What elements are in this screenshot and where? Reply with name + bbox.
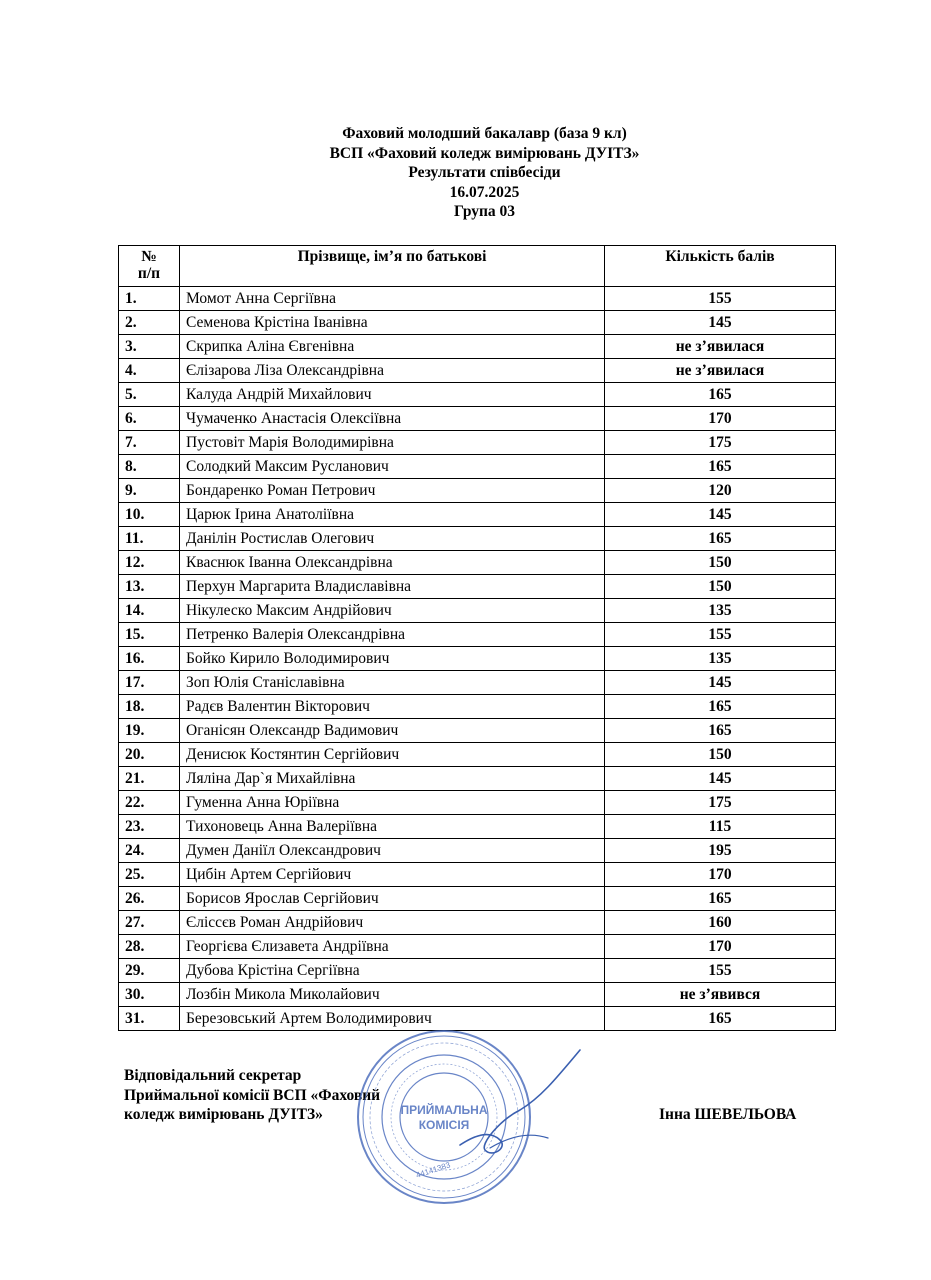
- signatory-position: [124, 1066, 380, 1125]
- student-name: Радєв Валентин Вікторович: [180, 695, 605, 719]
- student-name: Ляліна Дар`я Михайлівна: [180, 767, 605, 791]
- score-value: 175: [605, 431, 836, 455]
- table-row: [119, 911, 836, 935]
- score-value: 145: [605, 767, 836, 791]
- row-number: 4.: [119, 359, 180, 383]
- score-value: 165: [605, 527, 836, 551]
- score-value: 115: [605, 815, 836, 839]
- row-number: 22.: [119, 791, 180, 815]
- table-row: [119, 623, 836, 647]
- table-row: [119, 599, 836, 623]
- row-number: 28.: [119, 935, 180, 959]
- table-body: [119, 287, 836, 1031]
- table-row: [119, 695, 836, 719]
- column-header-number-line1: №: [141, 248, 157, 265]
- score-value: 150: [605, 551, 836, 575]
- score-value: не з’явився: [605, 983, 836, 1007]
- student-name: Царюк Ірина Анатоліївна: [180, 503, 605, 527]
- position-line: Відповідальний секретар: [124, 1067, 302, 1084]
- table-row: [119, 743, 836, 767]
- row-number: 2.: [119, 311, 180, 335]
- column-header-number-line2: п/п: [137, 265, 161, 282]
- header-line-institution: ВСП «Фаховий коледж вимірювань ДУІТЗ»: [329, 144, 640, 162]
- document-header: [0, 124, 931, 222]
- table-row: [119, 863, 836, 887]
- row-number: 30.: [119, 983, 180, 1007]
- row-number: 3.: [119, 335, 180, 359]
- student-name: Солодкий Максим Русланович: [180, 455, 605, 479]
- row-number: 9.: [119, 479, 180, 503]
- table-row: [119, 575, 836, 599]
- student-name: Бойко Кирило Володимирович: [180, 647, 605, 671]
- row-number: 19.: [119, 719, 180, 743]
- table-row: [119, 791, 836, 815]
- header-line-group: Група 03: [453, 203, 516, 220]
- student-name: Думен Даніїл Олександрович: [180, 839, 605, 863]
- table-row: [119, 719, 836, 743]
- stamp-code: 44141383: [414, 1160, 452, 1180]
- student-name: Калуда Андрій Михайлович: [180, 383, 605, 407]
- table-row: [119, 335, 836, 359]
- row-number: 6.: [119, 407, 180, 431]
- table-row: [119, 887, 836, 911]
- score-value: не з’явилася: [605, 335, 836, 359]
- score-value: 160: [605, 911, 836, 935]
- row-number: 23.: [119, 815, 180, 839]
- table-row: [119, 959, 836, 983]
- handwritten-signature: [430, 1040, 600, 1170]
- student-name: Пустовіт Марія Володимирівна: [180, 431, 605, 455]
- score-value: 155: [605, 959, 836, 983]
- score-value: 145: [605, 671, 836, 695]
- row-number: 24.: [119, 839, 180, 863]
- score-value: 165: [605, 383, 836, 407]
- row-number: 10.: [119, 503, 180, 527]
- table-row: [119, 1007, 836, 1031]
- student-name: Георгієва Єлизавета Андріївна: [180, 935, 605, 959]
- student-name: Чумаченко Анастасія Олексіївна: [180, 407, 605, 431]
- position-line: коледж вимірювань ДУІТЗ»: [124, 1106, 323, 1123]
- score-value: 120: [605, 479, 836, 503]
- row-number: 5.: [119, 383, 180, 407]
- score-value: 170: [605, 935, 836, 959]
- table-row: [119, 839, 836, 863]
- score-value: 165: [605, 1007, 836, 1031]
- row-number: 16.: [119, 647, 180, 671]
- student-name: Денисюк Костянтин Сергійович: [180, 743, 605, 767]
- table-row: [119, 671, 836, 695]
- row-number: 20.: [119, 743, 180, 767]
- signatory-name: Інна ШЕВЕЛЬОВА: [659, 1106, 797, 1123]
- score-value: 175: [605, 791, 836, 815]
- table-row: [119, 431, 836, 455]
- table-row: [119, 383, 836, 407]
- student-name: Єліссєв Роман Андрійович: [180, 911, 605, 935]
- score-value: 170: [605, 863, 836, 887]
- position-line: Приймальної комісії ВСП «Фаховий: [124, 1086, 381, 1104]
- score-value: 165: [605, 887, 836, 911]
- student-name: Єлізарова Ліза Олександрівна: [180, 359, 605, 383]
- table-row: [119, 407, 836, 431]
- table-row: [119, 527, 836, 551]
- column-header-name: Прізвище, ім’я по батькові: [180, 246, 605, 287]
- score-value: 150: [605, 743, 836, 767]
- score-value: 145: [605, 311, 836, 335]
- student-name: Березовський Артем Володимирович: [180, 1007, 605, 1031]
- row-number: 25.: [119, 863, 180, 887]
- score-value: не з’явилася: [605, 359, 836, 383]
- score-value: 165: [605, 455, 836, 479]
- row-number: 8.: [119, 455, 180, 479]
- table-row: [119, 311, 836, 335]
- row-number: 12.: [119, 551, 180, 575]
- student-name: Перхун Маргарита Владиславівна: [180, 575, 605, 599]
- student-name: Момот Анна Сергіївна: [180, 287, 605, 311]
- column-header-score: Кількість балів: [605, 246, 836, 287]
- row-number: 29.: [119, 959, 180, 983]
- student-name: Семенова Крістіна Іванівна: [180, 311, 605, 335]
- table-row: [119, 359, 836, 383]
- column-header-number: [119, 246, 180, 287]
- score-value: 165: [605, 695, 836, 719]
- student-name: Тихоновець Анна Валеріївна: [180, 815, 605, 839]
- table-row: [119, 551, 836, 575]
- score-value: 170: [605, 407, 836, 431]
- row-number: 21.: [119, 767, 180, 791]
- score-value: 155: [605, 287, 836, 311]
- score-value: 135: [605, 647, 836, 671]
- student-name: Цибін Артем Сергійович: [180, 863, 605, 887]
- student-name: Кваснюк Іванна Олександрівна: [180, 551, 605, 575]
- row-number: 13.: [119, 575, 180, 599]
- row-number: 17.: [119, 671, 180, 695]
- student-name: Бондаренко Роман Петрович: [180, 479, 605, 503]
- student-name: Данілін Ростислав Олегович: [180, 527, 605, 551]
- row-number: 11.: [119, 527, 180, 551]
- student-name: Гуменна Анна Юріївна: [180, 791, 605, 815]
- student-name: Нікулеско Максим Андрійович: [180, 599, 605, 623]
- row-number: 7.: [119, 431, 180, 455]
- table-row: [119, 479, 836, 503]
- row-number: 18.: [119, 695, 180, 719]
- score-value: 145: [605, 503, 836, 527]
- row-number: 26.: [119, 887, 180, 911]
- student-name: Скрипка Аліна Євгенівна: [180, 335, 605, 359]
- table-row: [119, 287, 836, 311]
- student-name: Оганісян Олександр Вадимович: [180, 719, 605, 743]
- score-value: 195: [605, 839, 836, 863]
- row-number: 27.: [119, 911, 180, 935]
- student-name: Дубова Крістіна Сергіївна: [180, 959, 605, 983]
- row-number: 15.: [119, 623, 180, 647]
- student-name: Борисов Ярослав Сергійович: [180, 887, 605, 911]
- row-number: 14.: [119, 599, 180, 623]
- table-row: [119, 767, 836, 791]
- score-value: 135: [605, 599, 836, 623]
- table-row: [119, 503, 836, 527]
- student-name: Лозбін Микола Миколайович: [180, 983, 605, 1007]
- header-line-date: 16.07.2025: [449, 183, 520, 201]
- table-row: [119, 935, 836, 959]
- score-value: 150: [605, 575, 836, 599]
- table-row: [119, 455, 836, 479]
- header-line-subject: Результати співбесіди: [408, 164, 561, 181]
- score-value: 165: [605, 719, 836, 743]
- table-row: [119, 983, 836, 1007]
- row-number: 1.: [119, 287, 180, 311]
- table-row: [119, 815, 836, 839]
- stamp-center-line1: ПРИЙМАЛЬНА: [400, 1103, 488, 1117]
- student-name: Петренко Валерія Олександрівна: [180, 623, 605, 647]
- header-line-qualification: Фаховий молодший бакалавр (база 9 кл): [342, 125, 627, 142]
- table-header-row: [119, 246, 836, 287]
- stamp-center-line2: КОМІСІЯ: [418, 1118, 470, 1132]
- score-value: 155: [605, 623, 836, 647]
- student-name: Зоп Юлія Станіславівна: [180, 671, 605, 695]
- table-row: [119, 647, 836, 671]
- row-number: 31.: [119, 1007, 180, 1031]
- results-table: [118, 245, 836, 1031]
